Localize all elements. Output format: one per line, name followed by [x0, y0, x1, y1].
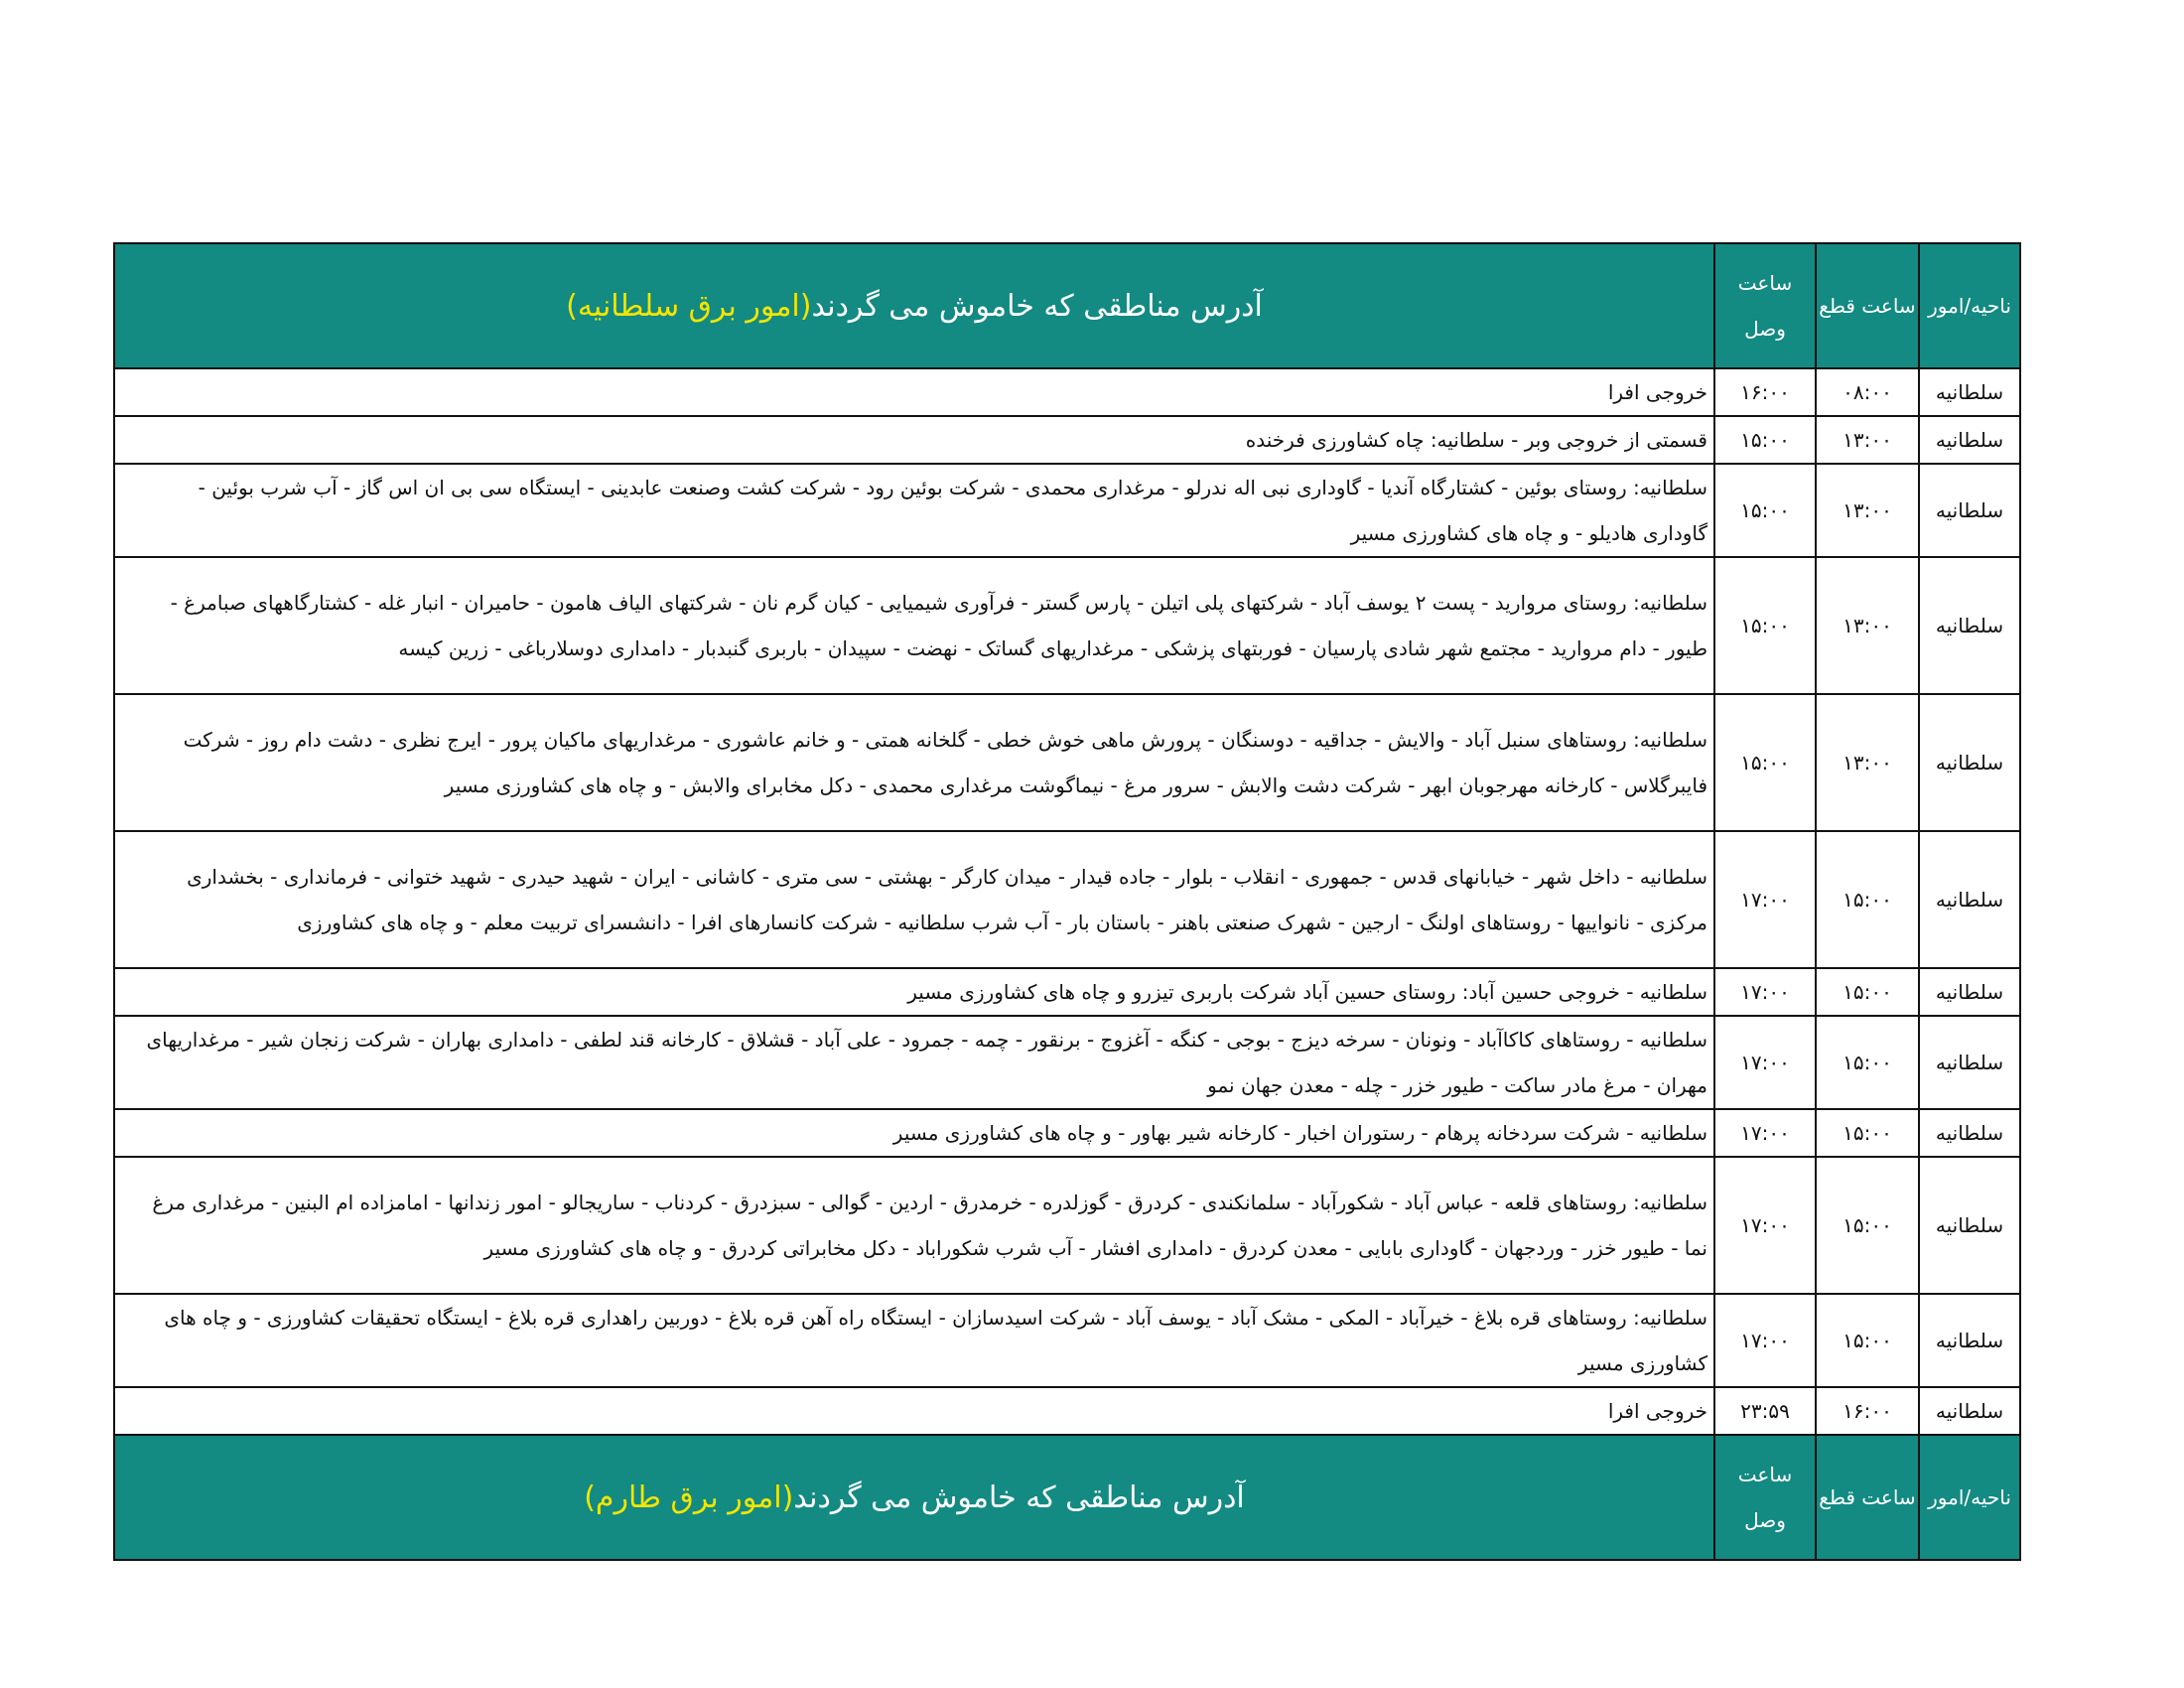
cut-time-cell: ۱۵:۰۰ — [1816, 831, 1919, 968]
address-cell: خروجی افرا — [114, 368, 1714, 416]
region-cell: سلطانیه — [1919, 1387, 2020, 1435]
region-cell: سلطانیه — [1919, 1016, 2020, 1109]
table-row — [114, 1109, 2020, 1157]
address-cell: سلطانیه: روستای مروارید - پست ۲ یوسف آباد - شرکتهای پلی اتیلن - پارس گستر - فرآوری شیمیایی - کیان گرم نان - شرکتهای الیاف هامون - حامیران - انبار غله - کشتارگاههای صبامرغ - طیور - دام مروارید - مجتمع شهر شادی پارسیان - فوربتهای پزشکی - مرغداریهای گساتک - نهضت - سپیدان - باربری گنبدبار - دامداری دوسلارباغی - زرین کیسه — [114, 557, 1714, 694]
header-dept-name: (امور برق سلطانیه) — [566, 288, 812, 324]
address-cell: سلطانیه - خروجی حسین آباد: روستای حسین آباد شرکت باربری تیزرو و چاه های کشاورزی مسیر — [114, 968, 1714, 1016]
region-cell: سلطانیه — [1919, 416, 2020, 464]
connect-time-cell: ۱۷:۰۰ — [1714, 831, 1816, 968]
footer-header-cut-time: ساعت قطع — [1816, 1435, 1919, 1560]
cut-time-cell: ۰۸:۰۰ — [1816, 368, 1919, 416]
connect-time-cell: ۱۵:۰۰ — [1714, 464, 1816, 557]
address-cell: سلطانیه: روستاهای قره بلاغ - خیرآباد - المکی - مشک آباد - یوسف آباد - شرکت اسیدسازان - ایستگاه راه آهن قره بلاغ - دوربین راهداری قره بلاغ - ایستگاه تحقیقات کشاورزی - و چاه های کشاورزی مسیر — [114, 1294, 1714, 1387]
table-row — [114, 831, 2020, 968]
footer-header-connect-time: ساعت وصل — [1714, 1435, 1816, 1560]
region-cell: سلطانیه — [1919, 694, 2020, 831]
table-row — [114, 368, 2020, 416]
address-cell: قسمتی از خروجی وبر - سلطانیه: چاه کشاورزی فرخنده — [114, 416, 1714, 464]
address-cell: سلطانیه - روستاهای کاکاآباد - ونونان - سرخه دیزج - بوجی - کنگه - آغزوج - برنقور - چمه - جمرود - علی آباد - قشلاق - کارخانه قند لطفی - دامداری بهاران - شرکت زنجان شیر - مرغداریهای مهران - مرغ مادر ساکت - طیور خزر - چله - معدن جهان نمو — [114, 1016, 1714, 1109]
connect-time-cell: ۱۷:۰۰ — [1714, 968, 1816, 1016]
address-cell: سلطانیه - شرکت سردخانه پرهام - رستوران اخبار - کارخانه شیر بهاور - و چاه های کشاورزی مسیر — [114, 1109, 1714, 1157]
table-row — [114, 1387, 2020, 1435]
cut-time-cell: ۱۳:۰۰ — [1816, 464, 1919, 557]
table-header-row — [114, 243, 2020, 368]
region-cell: سلطانیه — [1919, 968, 2020, 1016]
region-cell: سلطانیه — [1919, 464, 2020, 557]
connect-time-cell: ۱۵:۰۰ — [1714, 694, 1816, 831]
cut-time-cell: ۱۶:۰۰ — [1816, 1387, 1919, 1435]
table-row — [114, 1016, 2020, 1109]
header-address-title — [114, 243, 1714, 368]
header-title-text: آدرس مناطقی که خاموش می گردند — [811, 288, 1263, 324]
footer-header-title-text: آدرس مناطقی که خاموش می گردند — [793, 1479, 1245, 1515]
footer-header-address-title — [114, 1435, 1714, 1560]
address-cell: سلطانیه: روستاهای قلعه - عباس آباد - شکورآباد - سلمانکندی - کردرق - گوزلدره - خرمدرق - اردین - گوالی - سبزدرق - کردناب - ساریجالو - امور زندانها - امامزاده ام البنین - مرغداری مرغ نما - طیور خزر - وردجهان - گاوداری بابایی - معدن کردرق - دامداری افشار - آب شرب شکوراباد - دکل مخابراتی کردرق - و چاه های کشاورزی مسیر — [114, 1157, 1714, 1294]
region-cell: سلطانیه — [1919, 557, 2020, 694]
cut-time-cell: ۱۵:۰۰ — [1816, 1016, 1919, 1109]
region-cell: سلطانیه — [1919, 368, 2020, 416]
connect-time-cell: ۱۶:۰۰ — [1714, 368, 1816, 416]
address-cell: سلطانیه: روستاهای سنبل آباد - والایش - جداقیه - دوسنگان - پرورش ماهی خوش خطی - گلخانه همتی - و خانم عاشوری - مرغداریهای ماکیان پرور - ایرج نظری - دشت دام روز - شرکت فایبرگلاس - کارخانه مهرجوبان ابهر - شرکت دشت والابش - سرور مرغ - نیماگوشت مرغداری محمدی - دکل مخابرای والابش - و چاه های کشاورزی مسیر — [114, 694, 1714, 831]
table-row — [114, 694, 2020, 831]
footer-header-region: ناحیه/امور — [1919, 1435, 2020, 1560]
region-cell: سلطانیه — [1919, 831, 2020, 968]
table-row — [114, 557, 2020, 694]
connect-time-cell: ۱۵:۰۰ — [1714, 416, 1816, 464]
table-row — [114, 464, 2020, 557]
connect-time-cell: ۱۷:۰۰ — [1714, 1294, 1816, 1387]
cut-time-cell: ۱۵:۰۰ — [1816, 968, 1919, 1016]
region-cell: سلطانیه — [1919, 1294, 2020, 1387]
cut-time-cell: ۱۳:۰۰ — [1816, 557, 1919, 694]
cut-time-cell: ۱۵:۰۰ — [1816, 1109, 1919, 1157]
address-cell: خروجی افرا — [114, 1387, 1714, 1435]
cut-time-cell: ۱۳:۰۰ — [1816, 416, 1919, 464]
header-connect-time: ساعت وصل — [1714, 243, 1816, 368]
connect-time-cell: ۱۷:۰۰ — [1714, 1157, 1816, 1294]
region-cell: سلطانیه — [1919, 1109, 2020, 1157]
header-cut-time: ساعت قطع — [1816, 243, 1919, 368]
address-cell: سلطانیه - داخل شهر - خیابانهای قدس - جمهوری - انقلاب - بلوار - جاده قیدار - میدان کارگر - بهشتی - سی متری - کاشانی - ایران - شهید حیدری - شهید ختوانی - فرمانداری - بخشداری مرکزی - نانواییها - روستاهای اولنگ - ارجین - شهرک صنعتی باهنر - باستان بار - آب شرب سلطانیه - شرکت کانسارهای افرا - دانشسرای تربیت معلم - و چاه های کشاورزی — [114, 831, 1714, 968]
table-second-header-row — [114, 1435, 2020, 1560]
table-row — [114, 1157, 2020, 1294]
connect-time-cell: ۱۷:۰۰ — [1714, 1016, 1816, 1109]
connect-time-cell: ۲۳:۵۹ — [1714, 1387, 1816, 1435]
address-cell: سلطانیه: روستای بوئین - کشتارگاه آندیا - گاوداری نبی اله ندرلو - مرغداری محمدی - شرکت بوئین رود - شرکت کشت وصنعت عابدینی - ایستگاه سی بی ان اس گاز - آب شرب بوئین - گاوداری هادیلو - و چاه های کشاورزی مسیر — [114, 464, 1714, 557]
connect-time-cell: ۱۵:۰۰ — [1714, 557, 1816, 694]
connect-time-cell: ۱۷:۰۰ — [1714, 1109, 1816, 1157]
region-cell: سلطانیه — [1919, 1157, 2020, 1294]
table-row — [114, 968, 2020, 1016]
table-row — [114, 416, 2020, 464]
outage-schedule-table — [113, 242, 2021, 1561]
header-region: ناحیه/امور — [1919, 243, 2020, 368]
table-row — [114, 1294, 2020, 1387]
cut-time-cell: ۱۵:۰۰ — [1816, 1294, 1919, 1387]
cut-time-cell: ۱۵:۰۰ — [1816, 1157, 1919, 1294]
cut-time-cell: ۱۳:۰۰ — [1816, 694, 1919, 831]
footer-header-dept-name: (امور برق طارم) — [584, 1479, 794, 1515]
